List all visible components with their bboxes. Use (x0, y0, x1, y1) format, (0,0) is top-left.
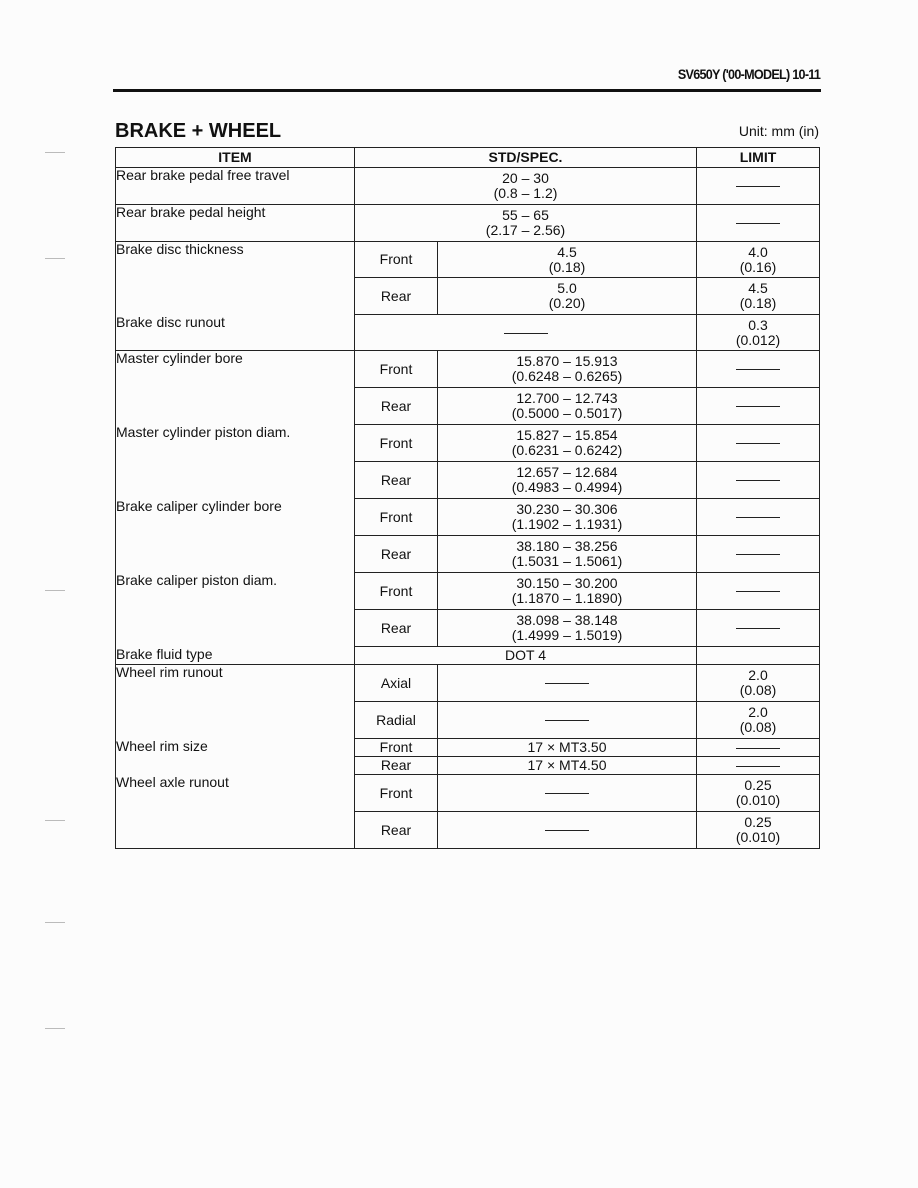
value-line: 4.5 (748, 280, 768, 296)
limit-value (697, 739, 820, 757)
item-label: Master cylinder bore (116, 351, 355, 425)
value-line: (0.18) (739, 295, 777, 311)
limit-value (697, 757, 820, 775)
not-applicable-dash (736, 369, 780, 370)
table-row (116, 315, 820, 351)
table-row (116, 425, 820, 462)
spec-value (438, 536, 697, 573)
spec-value (438, 462, 697, 499)
not-applicable-dash (736, 517, 780, 518)
item-label: Brake fluid type (116, 647, 355, 665)
value-line: 2.0 (748, 704, 768, 720)
value-line: 4.5 (557, 243, 577, 260)
value-line: 15.870 – 15.913 (516, 353, 618, 369)
value-line: 2.0 (748, 667, 768, 683)
spec-value (438, 388, 697, 425)
table-row (116, 665, 820, 702)
margin-mark (45, 258, 65, 259)
limit-value (697, 775, 820, 812)
value-line: 30.230 – 30.306 (516, 501, 618, 517)
spec-value (438, 812, 697, 849)
value-line: (1.1870 – 1.1890) (511, 590, 623, 606)
spec-value (438, 242, 697, 278)
value-line: 0.3 (748, 316, 768, 333)
value-line: (0.010) (735, 792, 781, 808)
spec-value (438, 702, 697, 739)
section-title: BRAKE + WHEEL (115, 120, 282, 142)
margin-mark (45, 820, 65, 821)
spec-value: 17 × MT4.50 (438, 757, 697, 775)
not-applicable-dash (736, 186, 780, 187)
header-rule (113, 89, 821, 92)
header-spec: STD/SPEC. (355, 148, 697, 168)
table-row (116, 168, 820, 205)
limit-value (697, 499, 820, 536)
value-line: 12.657 – 12.684 (516, 464, 618, 480)
limit-value (697, 168, 820, 205)
not-applicable-dash (736, 628, 780, 629)
spec-value (438, 351, 697, 388)
spec-table (115, 147, 820, 849)
not-applicable-dash (736, 554, 780, 555)
position-label: Rear (355, 388, 438, 425)
item-label: Brake caliper cylinder bore (116, 499, 355, 573)
margin-mark (45, 590, 65, 591)
header-limit: LIMIT (697, 148, 820, 168)
position-label: Front (355, 351, 438, 388)
position-label: Front (355, 739, 438, 757)
position-label: Axial (355, 665, 438, 702)
page-number: 10-11 (792, 66, 820, 82)
not-applicable-dash (736, 591, 780, 592)
value-line: 0.25 (744, 814, 772, 830)
item-label: Brake caliper piston diam. (116, 573, 355, 647)
value-line: 55 – 65 (502, 207, 549, 223)
limit-value (697, 425, 820, 462)
item-label: Master cylinder piston diam. (116, 425, 355, 499)
position-label: Rear (355, 610, 438, 647)
margin-mark (45, 152, 65, 153)
limit-value (697, 388, 820, 425)
value-line: 4.0 (748, 243, 768, 260)
position-label: Rear (355, 462, 438, 499)
value-line: (0.4983 – 0.4994) (511, 479, 623, 495)
table-row (116, 499, 820, 536)
value-line: (1.4999 – 1.5019) (511, 627, 623, 643)
spec-value (438, 573, 697, 610)
limit-value (697, 462, 820, 499)
item-label: Brake disc thickness (116, 242, 355, 315)
limit-value (697, 665, 820, 702)
position-label: Rear (355, 757, 438, 775)
not-applicable-dash (736, 223, 780, 224)
spec-value (438, 425, 697, 462)
value-line: (1.5031 – 1.5061) (511, 553, 623, 569)
margin-mark (45, 1028, 65, 1029)
value-line: (0.18) (548, 258, 586, 275)
not-applicable-dash (736, 748, 780, 749)
not-applicable-dash (736, 406, 780, 407)
value-line: (0.8 – 1.2) (493, 185, 558, 201)
not-applicable-dash (545, 793, 589, 794)
limit-value (697, 242, 820, 278)
value-line: 38.180 – 38.256 (516, 538, 618, 554)
position-label: Front (355, 499, 438, 536)
position-label: Rear (355, 278, 438, 315)
page-header (678, 66, 820, 82)
margin-mark (45, 922, 65, 923)
item-label: Rear brake pedal height (116, 205, 355, 242)
value-line: 38.098 – 38.148 (516, 612, 618, 628)
spec-value (438, 278, 697, 315)
table-row (116, 739, 820, 757)
value-line: 5.0 (557, 280, 577, 296)
limit-value (697, 702, 820, 739)
spec-value (438, 665, 697, 702)
not-applicable-dash (545, 720, 589, 721)
limit-value (697, 573, 820, 610)
unit-label: Unit: mm (in) (738, 123, 819, 139)
limit-value (697, 278, 820, 315)
value-line: (2.17 – 2.56) (485, 222, 566, 238)
spec-value (438, 499, 697, 536)
spec-value (355, 168, 697, 205)
table-row (116, 775, 820, 812)
position-label: Front (355, 242, 438, 278)
spec-value: DOT 4 (355, 647, 697, 665)
position-label: Front (355, 775, 438, 812)
value-line: (0.6231 – 0.6242) (511, 442, 623, 458)
limit-value (697, 315, 820, 351)
item-label: Rear brake pedal free travel (116, 168, 355, 205)
value-line: (0.08) (739, 682, 777, 698)
not-applicable-dash (545, 683, 589, 684)
spec-value (355, 315, 697, 351)
value-line: (0.010) (735, 829, 781, 845)
position-label: Rear (355, 536, 438, 573)
value-line: 0.25 (744, 777, 772, 793)
value-line: (0.012) (735, 331, 781, 348)
header-item: ITEM (116, 148, 355, 168)
position-label: Radial (355, 702, 438, 739)
not-applicable-dash (736, 766, 780, 767)
position-label: Front (355, 425, 438, 462)
value-line: (0.5000 – 0.5017) (511, 405, 623, 421)
item-label: Wheel rim size (116, 739, 355, 775)
position-label: Rear (355, 812, 438, 849)
not-applicable-dash (545, 830, 589, 831)
not-applicable-dash (736, 443, 780, 444)
spec-value (438, 775, 697, 812)
value-line: 12.700 – 12.743 (516, 390, 618, 406)
item-label: Brake disc runout (116, 315, 355, 351)
not-applicable-dash (504, 333, 548, 334)
item-label: Wheel rim runout (116, 665, 355, 739)
limit-value (697, 351, 820, 388)
not-applicable-dash (736, 480, 780, 481)
table-row (116, 242, 820, 278)
spec-value (438, 610, 697, 647)
value-line: (0.16) (739, 258, 777, 275)
value-line: (0.6248 – 0.6265) (511, 368, 623, 384)
limit-value (697, 812, 820, 849)
limit-value (697, 610, 820, 647)
position-label: Front (355, 573, 438, 610)
table-row (116, 573, 820, 610)
value-line: 20 – 30 (502, 170, 549, 186)
spec-value (355, 205, 697, 242)
table-row (116, 647, 820, 665)
item-label: Wheel axle runout (116, 775, 355, 849)
value-line: (1.1902 – 1.1931) (511, 516, 623, 532)
spec-value: 17 × MT3.50 (438, 739, 697, 757)
table-row (116, 205, 820, 242)
limit-value (697, 536, 820, 573)
value-line: (0.08) (739, 719, 777, 735)
model-code: SV650Y ('00-MODEL) (677, 66, 790, 82)
table-row (116, 351, 820, 388)
value-line: 30.150 – 30.200 (516, 575, 618, 591)
value-line: (0.20) (548, 295, 586, 311)
value-line: 15.827 – 15.854 (516, 427, 618, 443)
limit-value (697, 647, 820, 665)
limit-value (697, 205, 820, 242)
